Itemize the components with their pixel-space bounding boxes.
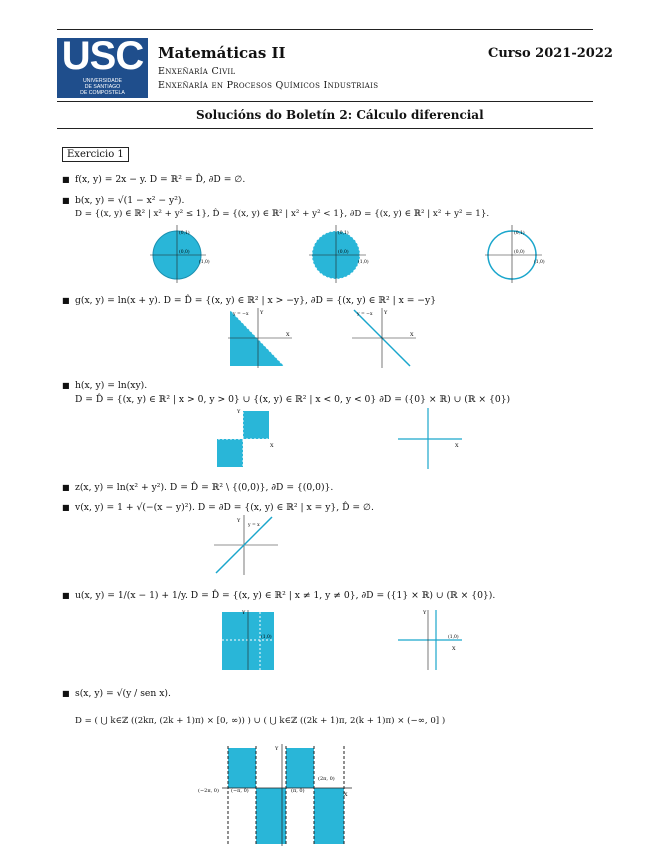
bullet-icon: ■ [62,381,70,390]
label-Y: Y [237,409,241,415]
label-s-m2pi: (−2π, 0) [198,788,219,794]
g-domain-graphs [0,306,655,368]
course-title: Matemáticas II [158,44,286,62]
degree-1: Enxeñaría Civil [158,66,236,77]
top-rule [57,29,593,30]
label-X: X [270,443,274,449]
title-rule [57,128,593,129]
bullet-icon: ■ [62,196,70,205]
label-p10: (1,0) [534,260,545,265]
bullet-icon: ■ [62,689,70,698]
bullet-icon: ■ [62,591,70,600]
item-f: f(x, y) = 2x − y. D = ℝ² = D̂, ∂D = ∅. [75,174,246,185]
label-Y: Y [260,310,264,316]
diagonal-line-graph [214,515,278,575]
open-disk-graph [309,225,369,283]
label-p10: (1,0) [199,260,210,265]
circle-boundary-graph [485,225,545,283]
lines-boundary-graph [398,610,462,670]
degree-2: Enxeñaría en Procesos Químicos Industriais [158,80,379,91]
label-p01: (0,1) [514,231,525,236]
label-y-eq-mx: y = −x [357,312,373,317]
u-domain-graphs [0,606,655,672]
label-p01: (0,1) [179,231,190,236]
s-domain-graph [0,742,655,848]
half-plane-graph [228,308,292,368]
label-u-p10: (1,0) [448,635,459,640]
label-p10: (1,0) [358,260,369,265]
label-p01: (0,1) [338,231,349,236]
item-h-line2: D = D̂ = {(x, y) ∈ ℝ² | x > 0, y > 0} ∪ {(x, y) ∈ ℝ² | x < 0, y < 0} ∂D = ({0} × ℝ) ∪ (ℝ × {0}) [75,394,511,405]
item-s-line1: s(x, y) = √(y / sen x). [75,688,171,699]
label-p00: (0,0) [514,250,525,255]
logo-subtext [57,78,148,96]
bullet-icon: ■ [62,296,70,305]
label-Y: Y [384,310,388,316]
logo-text: USC [61,34,144,78]
label-Y: Y [423,610,427,616]
label-X: X [286,332,290,338]
bullet-icon: ■ [62,483,70,492]
item-v: v(x, y) = 1 + √(−(x − y)²). D = ∂D = {(x, y) ∈ ℝ² | x = y}, D̂ = ∅. [75,502,374,513]
h-domain-graphs [0,405,655,470]
label-p00: (0,0) [338,250,349,255]
logo-sub-2: DE SANTIAGO [84,84,121,90]
b-domain-graphs [0,222,655,284]
label-X: X [455,443,459,449]
document-title: Solucións do Boletín 2: Cálculo diferencial [196,108,484,122]
label-y-eq-mx: y = −x [233,312,249,317]
logo-sub-3: DE COMPOSTELA [80,90,125,96]
quadrants-graph [214,408,274,469]
v-domain-graph [0,513,655,575]
label-Y: Y [275,746,279,752]
axes-boundary-graph [398,408,462,469]
bullet-icon: ■ [62,503,70,512]
label-s-2pi: (2π, 0) [318,776,335,782]
label-Y: Y [242,610,246,616]
item-h-line1: h(x, y) = ln(xy). [75,380,148,391]
item-u: u(x, y) = 1/(x − 1) + 1/y. D = D̂ = {(x, y) ∈ ℝ² | x ≠ 1, y ≠ 0}, ∂D = ({1} × ℝ) ∪ (ℝ × {0}). [75,590,496,601]
closed-disk-graph [150,225,210,283]
label-X: X [452,646,456,652]
exercise-label: Exercicio 1 [62,147,129,162]
label-X: X [410,332,414,338]
logo-sub-1: UNIVERSIDADE [83,78,122,84]
label-y-eq-x: y = x [248,523,260,528]
course-year: Curso 2021-2022 [488,46,613,61]
item-b-line1: b(x, y) = √(1 − x² − y²). [75,195,185,206]
diagonal-boundary-graph [352,308,416,368]
label-s-mpi: (−π, 0) [231,788,249,794]
label-X: X [344,792,348,798]
usc-logo [57,34,148,98]
item-z: z(x, y) = ln(x² + y²). D = D̂ = ℝ² \ {(0,0)}, ∂D = {(0,0)}. [75,482,334,493]
label-Y: Y [237,518,241,524]
header-rule [57,101,593,102]
punctured-plane-graph [222,610,274,670]
item-g: g(x, y) = ln(x + y). D = D̂ = {(x, y) ∈ ℝ² | x > −y}, ∂D = {(x, y) ∈ ℝ² | x = −y} [75,295,437,306]
label-p00: (0,0) [179,250,190,255]
label-s-pi: (π, 0) [291,788,305,794]
item-s-line2: D = ( ⋃ k∈ℤ ((2kπ, (2k + 1)π) × [0, ∞)) ) ∪ ( ⋃ k∈ℤ ((2k + 1)π, 2(k + 1)π) × (−∞, 0] ) [75,716,446,726]
bullet-icon: ■ [62,175,70,184]
label-u-p10: (1,0) [261,635,272,640]
alternating-strips-graph [198,744,352,846]
item-b-line2: D = {(x, y) ∈ ℝ² | x² + y² ≤ 1}, D̂ = {(x, y) ∈ ℝ² | x² + y² < 1}, ∂D = {(x, y) ∈ ℝ² | x² + y² = 1}. [75,209,490,219]
